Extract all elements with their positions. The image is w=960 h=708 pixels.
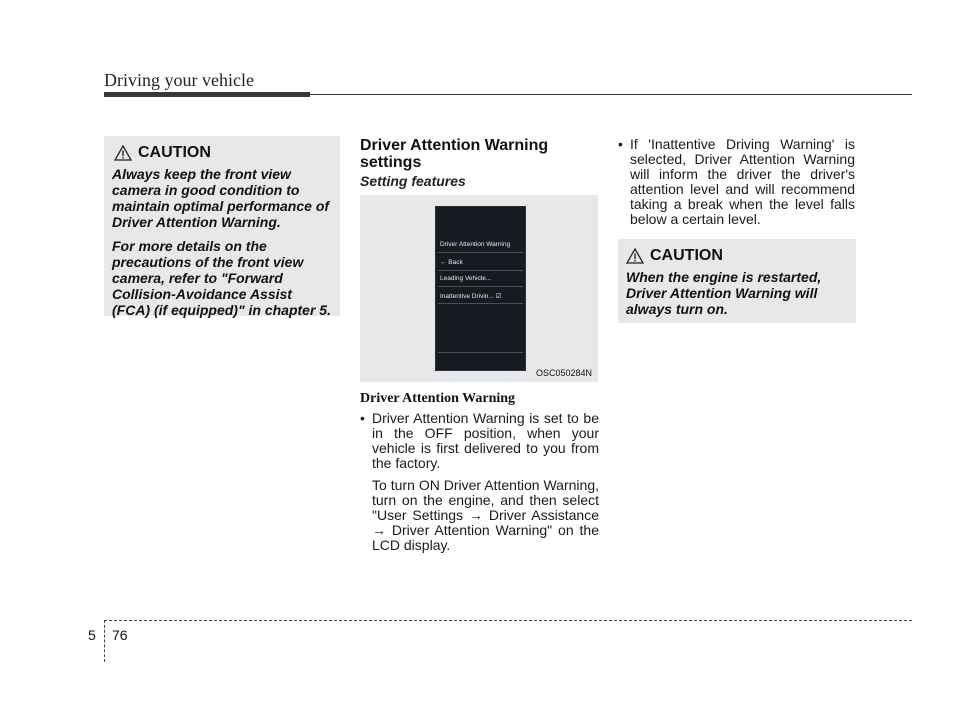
lcd-figure	[360, 195, 598, 382]
bullet-dot: •	[360, 410, 365, 426]
caution-text-1: Always keep the front view camera in good condition to maintain optimal performance of Driver Attention Warning.	[112, 166, 330, 230]
page-header-title: Driving your vehicle	[104, 70, 254, 90]
figure-caption: OSC050284N	[535, 368, 592, 378]
lcd-separator	[438, 286, 523, 287]
section-subtitle: Setting features	[360, 173, 466, 189]
bullet-dot: •	[618, 136, 623, 152]
section-title: Driver Attention Warning settings	[360, 137, 549, 171]
lcd-screen-title: Driver Attention Warning	[440, 241, 511, 248]
lcd-menu-item-back: ← Back	[440, 259, 463, 266]
caution-box-camera	[104, 136, 340, 316]
page-number: 76	[112, 627, 128, 643]
caution-text-2: For more details on the precautions of the front view camera, refer to "Forward Collision-Avoidance Assist (FCA) (if equipped)" in chapter 5.	[112, 238, 331, 318]
caution-text-restart: When the engine is restarted, Driver Attention Warning will always turn on.	[626, 269, 822, 317]
header-rule	[104, 94, 912, 95]
caution-heading	[112, 144, 332, 162]
caution-heading	[626, 247, 848, 265]
chapter-number: 5	[88, 627, 96, 643]
warning-triangle-icon	[114, 145, 132, 161]
body-text-default-off: Driver Attention Warning is set to be in the OFF position, when your vehicle is first delivered to you from the factory.	[372, 410, 599, 471]
lcd-separator	[438, 352, 523, 353]
lcd-screen	[435, 206, 526, 371]
caution-label: CAUTION	[138, 144, 211, 161]
lcd-menu-item-inattentive: Inattentive Drivin... ☑	[440, 293, 502, 300]
footer-divider	[104, 620, 105, 662]
body-text-inattentive: If 'Inattentive Driving Warning' is selected, Driver Attention Warning will inform the driver the driver's attention level and will recommend taking a break when the level falls below a certain level.	[630, 136, 855, 227]
warning-triangle-icon	[626, 248, 644, 264]
lcd-menu-item-leading-vehicle: Leading Vehicle...	[440, 275, 492, 282]
lcd-separator	[438, 270, 523, 271]
body-text-turn-on: To turn ON Driver Attention Warning, turn on the engine, and then select "User Settings → Driver Assistance → Driver Attention Warning" on the LCD display.	[372, 477, 599, 553]
lcd-separator	[438, 252, 523, 253]
caution-box-restart	[618, 239, 856, 323]
caution-label: CAUTION	[650, 247, 723, 264]
lcd-separator	[438, 303, 523, 304]
paragraph-title: Driver Attention Warning	[360, 391, 516, 406]
footer-rule	[104, 620, 912, 621]
